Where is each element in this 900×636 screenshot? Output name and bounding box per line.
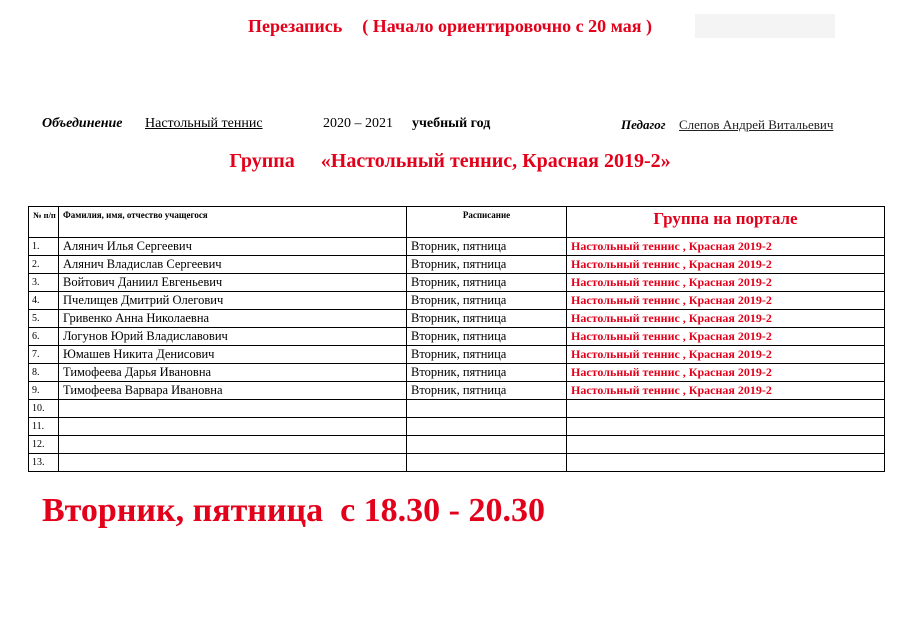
row-schedule xyxy=(407,418,567,436)
table-row xyxy=(29,310,885,328)
redacted-area xyxy=(695,14,835,38)
table-row xyxy=(29,454,885,472)
header-portal: Группа на портале xyxy=(567,207,885,238)
student-name xyxy=(59,418,407,436)
row-schedule: Вторник, пятница xyxy=(407,238,567,256)
row-schedule xyxy=(407,400,567,418)
school-year: 2020 – 2021 xyxy=(323,116,393,131)
schedule-time: Вторник, пятница с 18.30 - 20.30 xyxy=(42,492,545,529)
student-name: Алянич Илья Сергеевич xyxy=(59,238,407,256)
row-portal-group: Настольный теннис , Красная 2019-2 xyxy=(567,310,885,328)
student-name: Войтович Даниил Евгеньевич xyxy=(59,274,407,292)
row-portal-group: Настольный теннис , Красная 2019-2 xyxy=(567,382,885,400)
row-portal-group xyxy=(567,418,885,436)
roster-table xyxy=(28,206,885,472)
row-number: 2. xyxy=(29,256,59,274)
row-number: 6. xyxy=(29,328,59,346)
row-number: 1. xyxy=(29,238,59,256)
table-row xyxy=(29,382,885,400)
group-name: «Настольный теннис, Красная 2019-2» xyxy=(320,150,671,172)
group-heading xyxy=(0,150,900,173)
group-label: Группа xyxy=(229,150,295,172)
association-label: Объединение xyxy=(42,116,123,131)
table-row xyxy=(29,346,885,364)
association-value: Настольный теннис xyxy=(145,116,263,131)
row-number: 7. xyxy=(29,346,59,364)
table-header-row xyxy=(29,207,885,238)
row-portal-group: Настольный теннис , Красная 2019-2 xyxy=(567,274,885,292)
student-name xyxy=(59,454,407,472)
student-name xyxy=(59,400,407,418)
student-name: Тимофеева Дарья Ивановна xyxy=(59,364,407,382)
row-schedule: Вторник, пятница xyxy=(407,364,567,382)
row-portal-group: Настольный теннис , Красная 2019-2 xyxy=(567,256,885,274)
student-name: Гривенко Анна Николаевна xyxy=(59,310,407,328)
row-schedule xyxy=(407,454,567,472)
row-schedule: Вторник, пятница xyxy=(407,256,567,274)
row-number: 4. xyxy=(29,292,59,310)
student-name: Логунов Юрий Владиславович xyxy=(59,328,407,346)
table-row xyxy=(29,238,885,256)
row-schedule: Вторник, пятница xyxy=(407,292,567,310)
title-main: Перезапись xyxy=(248,16,343,36)
row-number: 11. xyxy=(29,418,59,436)
table-row xyxy=(29,400,885,418)
header-name: Фамилия, имя, отчество учащегося xyxy=(59,207,407,238)
student-name: Юмашев Никита Денисович xyxy=(59,346,407,364)
row-number: 12. xyxy=(29,436,59,454)
table-row xyxy=(29,328,885,346)
row-number: 9. xyxy=(29,382,59,400)
table-row xyxy=(29,436,885,454)
table-row xyxy=(29,256,885,274)
table-row xyxy=(29,292,885,310)
row-portal-group: Настольный теннис , Красная 2019-2 xyxy=(567,364,885,382)
row-portal-group xyxy=(567,400,885,418)
student-name: Алянич Владислав Сергеевич xyxy=(59,256,407,274)
row-portal-group: Настольный теннис , Красная 2019-2 xyxy=(567,238,885,256)
teacher-name: Слепов Андрей Витальевич xyxy=(679,117,834,132)
row-schedule: Вторник, пятница xyxy=(407,346,567,364)
row-number: 5. xyxy=(29,310,59,328)
student-name xyxy=(59,436,407,454)
row-portal-group xyxy=(567,436,885,454)
row-schedule xyxy=(407,436,567,454)
student-name: Тимофеева Варвара Ивановна xyxy=(59,382,407,400)
row-number: 3. xyxy=(29,274,59,292)
row-portal-group xyxy=(567,454,885,472)
table-row xyxy=(29,418,885,436)
row-schedule: Вторник, пятница xyxy=(407,382,567,400)
row-number: 8. xyxy=(29,364,59,382)
row-schedule: Вторник, пятница xyxy=(407,328,567,346)
row-schedule: Вторник, пятница xyxy=(407,310,567,328)
row-portal-group: Настольный теннис , Красная 2019-2 xyxy=(567,328,885,346)
table-row xyxy=(29,274,885,292)
school-year-label: учебный год xyxy=(412,116,491,131)
row-portal-group: Настольный теннис , Красная 2019-2 xyxy=(567,346,885,364)
student-name: Пчелищев Дмитрий Олегович xyxy=(59,292,407,310)
teacher-label: Педагог xyxy=(621,117,666,132)
title-note: ( Начало ориентировочно с 20 мая ) xyxy=(362,16,652,36)
table-row xyxy=(29,364,885,382)
row-number: 13. xyxy=(29,454,59,472)
row-portal-group: Настольный теннис , Красная 2019-2 xyxy=(567,292,885,310)
row-schedule: Вторник, пятница xyxy=(407,274,567,292)
row-number: 10. xyxy=(29,400,59,418)
header-schedule: Расписание xyxy=(407,207,567,238)
header-num: № п/п xyxy=(29,207,59,238)
